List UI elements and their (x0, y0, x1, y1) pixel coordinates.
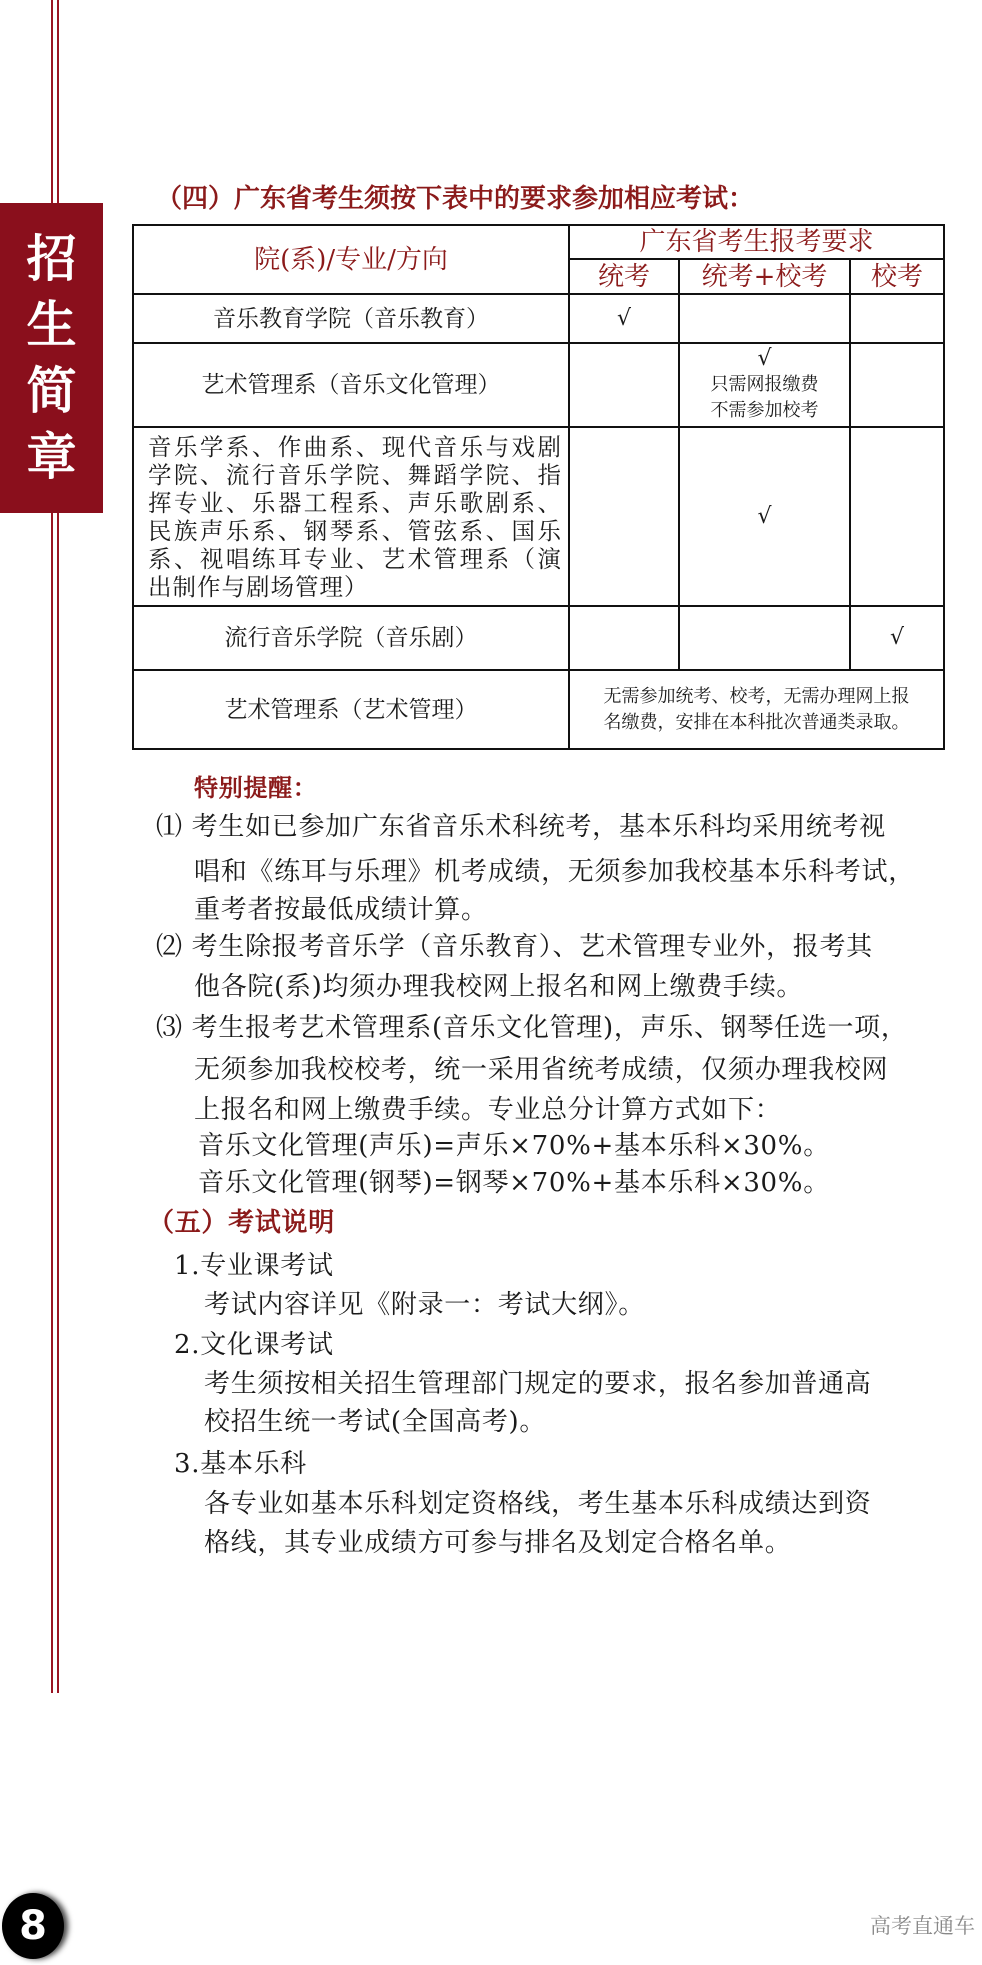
merged-note: 无需参加统考、校考，无需办理网上报名缴费，安排在本科批次普通类录取。 (569, 670, 944, 749)
cell (850, 294, 944, 343)
cell (850, 343, 944, 427)
formula-line: 音乐文化管理(声乐)=声乐×70%+基本乐科×30%。 (198, 1131, 830, 1161)
reminder-line: 他各院(系)均须办理我校网上报名和网上缴费手续。 (194, 972, 804, 1002)
reminder-line: 唱和《练耳与乐理》机考成绩，无须参加我校基本乐科考试， (194, 857, 915, 887)
exam-item-text: 考生须按相关招生管理部门规定的要求，报名参加普通高 (204, 1369, 872, 1399)
row-name: 流行音乐学院（音乐剧） (133, 606, 569, 670)
requirements-table (132, 224, 945, 750)
table-row (133, 427, 944, 606)
side-tab-char: 生 (26, 296, 77, 354)
section5-title: （五）考试说明 (148, 1208, 335, 1238)
cell (569, 606, 679, 670)
row-name: 音乐学系、作曲系、现代音乐与戏剧学院、流行音乐学院、舞蹈学院、指挥专业、乐器工程系、声乐歌剧系、民族声乐系、钢琴系、管弦系、国乐系、视唱练耳专业、艺术管理系（演出制作与剧场管理） (133, 427, 569, 606)
subheader-unified-school: 统考+校考 (679, 259, 850, 294)
table-row (133, 343, 944, 427)
source-watermark: 高考直通车 (870, 1914, 975, 1938)
section4-title: （四）广东省考生须按下表中的要求参加相应考试： (156, 184, 755, 214)
side-tab (0, 203, 103, 513)
side-tab-char: 简 (26, 362, 77, 420)
side-tab-char: 招 (26, 230, 77, 288)
reminder-line: ⑶ 考生报考艺术管理系(音乐文化管理)，声乐、钢琴任选一项， (156, 1013, 908, 1043)
reminder-title: 特别提醒： (194, 773, 318, 802)
table-row (133, 294, 944, 343)
note-line: 不需参加校考 (710, 400, 819, 421)
subheader-unified: 统考 (569, 259, 679, 294)
exam-item: 1.专业课考试 (174, 1251, 334, 1281)
cell (679, 294, 850, 343)
exam-item: 3.基本乐科 (174, 1449, 308, 1479)
table-row (133, 606, 944, 670)
table-row (133, 670, 944, 749)
reminder-line: ⑴ 考生如已参加广东省音乐术科统考，基本乐科均采用统考视 (156, 812, 886, 842)
side-tab-char: 章 (26, 428, 77, 486)
cell (850, 427, 944, 606)
exam-item-text: 各专业如基本乐科划定资格线，考生基本乐科成绩达到资 (204, 1489, 872, 1519)
reminder-line: 无须参加我校校考，统一采用省统考成绩，仅须办理我校网 (194, 1055, 889, 1085)
row-name: 艺术管理系（艺术管理） (133, 670, 569, 749)
formula-line: 音乐文化管理(钢琴)=钢琴×70%+基本乐科×30%。 (198, 1168, 830, 1198)
exam-item-text: 考试内容详见《附录一：考试大纲》。 (204, 1290, 645, 1320)
reminder-line: 重考者按最低成绩计算。 (194, 895, 488, 925)
cell-note (679, 343, 850, 427)
exam-item-text: 校招生统一考试(全国高考)。 (204, 1407, 547, 1437)
check-mark: √ (757, 346, 772, 371)
exam-item-text: 格线，其专业成绩方可参与排名及划定合格名单。 (204, 1528, 792, 1558)
subheader-school: 校考 (850, 259, 944, 294)
group-header: 广东省考生报考要求 (569, 225, 944, 259)
reminder-line: ⑵ 考生除报考音乐学（音乐教育）、艺术管理专业外，报考其 (156, 932, 873, 962)
reminder-line: 上报名和网上缴费手续。专业总分计算方式如下： (194, 1095, 782, 1125)
check-mark: √ (850, 606, 944, 670)
page-number-badge: 8 (2, 1893, 64, 1959)
exam-item: 2.文化课考试 (174, 1330, 334, 1360)
col-header-department: 院(系)/专业/方向 (133, 225, 569, 294)
note-line: 只需网报缴费 (710, 374, 819, 395)
row-name: 艺术管理系（音乐文化管理） (133, 343, 569, 427)
check-mark: √ (569, 294, 679, 343)
check-mark: √ (679, 427, 850, 606)
row-name: 音乐教育学院（音乐教育） (133, 294, 569, 343)
cell (569, 427, 679, 606)
cell (569, 343, 679, 427)
cell (679, 606, 850, 670)
